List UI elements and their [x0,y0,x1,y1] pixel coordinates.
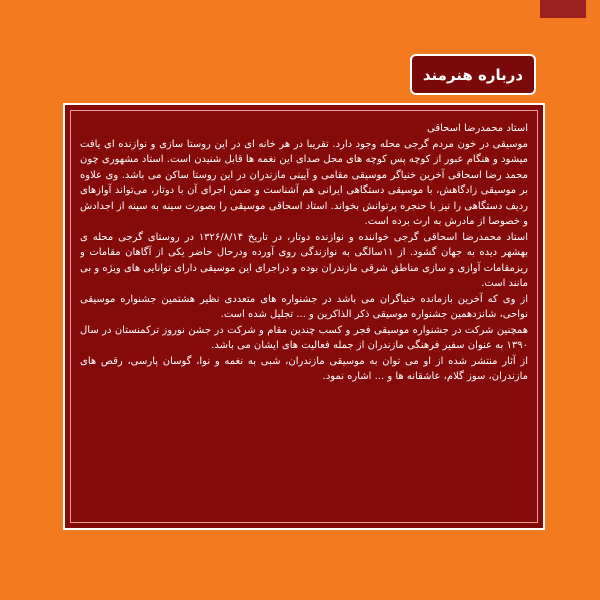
biography-paragraph-activities: همچنین شرکت در جشنواره موسیقی فجر و کسب چندین مقام و شرکت در جشن نوروز ترکمنستان در سال ۱۳۹۰ به عنوان سفیر فرهنگی مازندران از جمله فعالیت های ایشان می باشد. [80,324,528,351]
biography-paragraph-works: از آثار منتشر شده از او می توان به موسیقی مازندران، شبی به نغمه و نوا، گوسان پارسی، رقص های مازندران، سوز گلام، عاشقانه ها و ... اشاره نمود. [80,355,528,382]
biography-paragraph-festivals: از وی که آخرین بازمانده خنیاگران می باشد در جشنواره های متعددی نظیر هشتمین جشنواره موسیقی نواحی، شانزدهمین جشنواره موسیقی ذکر الذاکرین و ... تجلیل شده است. [80,293,528,320]
biography-paragraph-music-heritage: موسیقی در خون مردم گرجی محله وجود دارد. تقریبا در هر خانه ای در این روستا سازی و نوازنده ای یافت میشود و هنگام عبور از کوچه پس کوچه های محل صدای این نغمه ها قابل شنیدن است. استاد مشهوری چون محمد رضا اسحاقی آخرین خنیاگر موسیقی مقامی و آیینی مازندران در این روستا ساکن می باشد. وی علاوه بر موسیقی زادگاهش، با موسیقی دستگاهی ایرانی هم آشناست و ضمن اجرای آن با دوتار، می‌تواند آوازهای ردیف دستگاهی را نیز با حنجره پرتوانش بخواند. استاد اسحاقی موسیقی را بصورت سینه به سینه از اجدادش و خصوصا از مادرش به ارث برده است. [80,138,528,227]
corner-decoration [540,0,586,18]
section-title-tab [410,54,536,95]
section-title: درباره هنرمند [422,65,524,84]
artist-name-line: استاد محمدرضا اسحاقی [426,123,528,134]
biography-paragraph-birth: استاد محمدرضا اسحاقی گرجی خواننده و نوازنده دوتار، در تاریخ ۱۳۲۶/۸/۱۴ در روستای گرجی محله ی بهشهر دیده به جهان گشود. از ۱۱سالگی به نوازندگی روی آورده ودرحال حاضر یکی از آگاهان مقامات و ریزمقامات آوازی و سازی مناطق شرقی مازندران بوده و دراجرای این موسیقی دارای توانایی های ویژه و بی مانند است. [80,231,528,289]
artist-biography [80,121,528,516]
